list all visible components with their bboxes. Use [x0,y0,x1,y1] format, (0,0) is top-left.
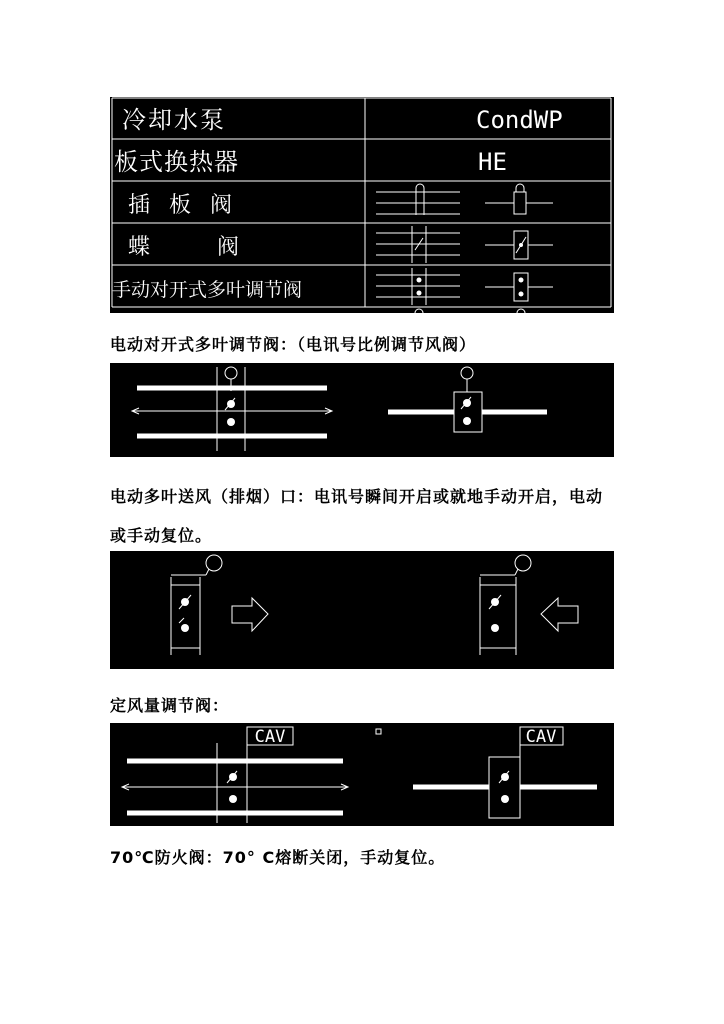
motorized-outlet-caption-line-2: 或手动复位。 [110,526,213,545]
row-name-butterfly-valve: 蝶 阀 [128,235,269,260]
motorized-multi-blade-damper-duct-icon [132,367,332,451]
blade-pivot [491,624,499,632]
blade-pivot [417,291,422,296]
blade-pivot [181,624,189,632]
cav-label: CAV [254,727,286,747]
row-name-cooling-water-pump: 冷却水泵 [122,106,226,134]
actuator-circle [206,555,222,571]
motorized-supply-outlet-icon [171,555,268,655]
row-name-gate-valve: 插 板 阀 [128,193,238,218]
actuator-circle [225,367,237,379]
blade-pivot [229,795,237,803]
row-code-condwp: CondWP [476,106,563,134]
symbol-legend-table [110,97,614,313]
actuator-lead [206,569,209,575]
stray-marker [376,729,381,734]
actuator-circle [461,367,473,379]
cav-damper-caption: 定风量调节阀： [110,696,230,715]
next-row-symbol-fragment [415,309,423,313]
blade-pivot [417,278,422,283]
airflow-arrow-left-icon [541,598,578,631]
blade-pivot [519,292,524,297]
row-code-he: HE [478,148,507,176]
cav-damper-drawing [110,723,614,826]
motorized-damper-drawing [110,363,614,457]
disc-pivot [519,243,523,247]
manual-multi-blade-damper-pipe-icon [485,273,553,301]
fire-damper-caption: 70℃防火阀：70° C熔断关闭，手动复位。 [110,848,446,867]
next-row-symbol-fragment [517,309,525,313]
butterfly-valve-duct-icon [376,226,460,263]
blade-pivot [227,418,235,426]
blade-tick [179,618,184,623]
row-name-plate-heat-exchanger: 板式换热器 [114,148,239,176]
constant-air-volume-damper-pipe-icon [413,727,597,818]
motorized-damper-panel [110,363,614,457]
actuator-circle [515,555,531,571]
motorized-damper-caption: 电动对开式多叶调节阀：（电讯号比例调节风阀） [110,335,477,354]
motorized-outlet-panel [110,551,614,669]
cav-label: CAV [525,727,557,747]
motorized-outlet-caption-line-1: 电动多叶送风（排烟）口：电讯号瞬间开启或就地手动开启，电动 [110,487,604,506]
blade-pivot [501,795,509,803]
manual-multi-blade-damper-duct-icon [376,268,460,305]
damper-body [454,392,482,432]
constant-air-volume-damper-duct-icon [122,727,348,823]
gate-valve-pipe-icon [485,184,553,214]
actuator-lead [515,569,518,575]
motorized-exhaust-outlet-icon [480,555,578,655]
motorized-outlet-drawing [110,551,614,669]
motorized-multi-blade-damper-pipe-icon [388,367,547,432]
blade-tick [179,595,191,609]
blade-pivot [463,417,471,425]
damper-body [514,273,528,301]
legend-table-drawing [110,97,614,313]
blade-tick [489,595,501,609]
damper-body [489,757,520,818]
valve-body [514,192,526,214]
blade-pivot [519,278,524,283]
row-name-manual-multi-blade-damper: 手动对开式多叶调节阀 [112,279,303,301]
cav-damper-panel [110,723,614,826]
gate-plate [416,184,424,215]
gate-plate [516,184,524,192]
airflow-arrow-right-icon [232,598,268,631]
gate-valve-duct-icon [376,184,460,215]
butterfly-valve-pipe-icon [485,231,553,259]
